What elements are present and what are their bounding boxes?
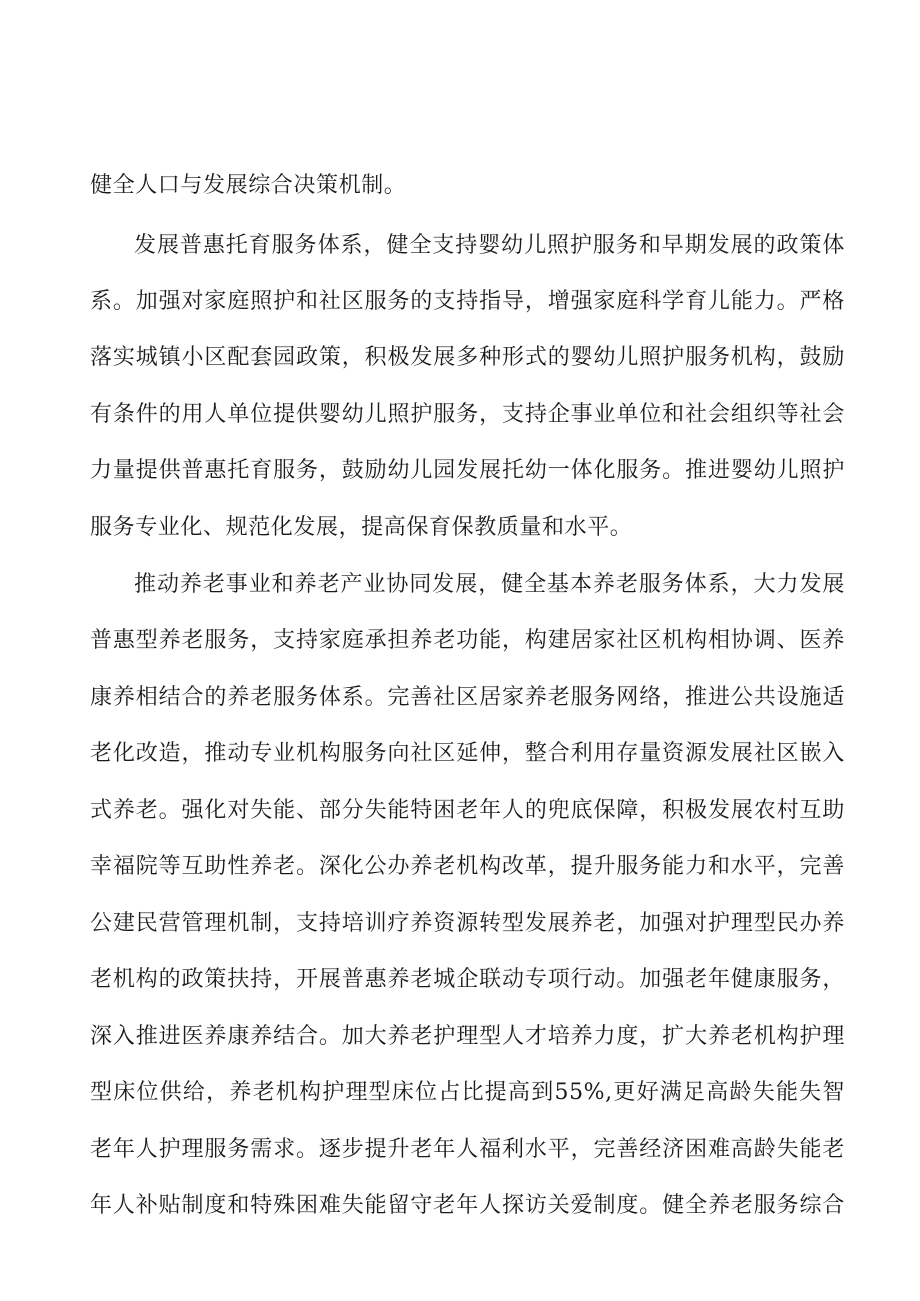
text-line: 式养老。强化对失能、部分失能特困老年人的兜底保障，积极发展农村互助 — [90, 798, 845, 823]
text-line: 力量提供普惠托育服务，鼓励幼儿园发展托幼一体化服务。推进婴幼儿照护 — [90, 458, 845, 483]
text-line: 落实城镇小区配套园政策，积极发展多种形式的婴幼儿照护服务机构，鼓励 — [90, 345, 845, 370]
paragraph-first-line: 推动养老事业和养老产业协同发展，健全基本养老服务体系，大力发展 — [134, 572, 845, 597]
text-line: 年人补贴制度和特殊困难失能留守老年人探访关爱制度。健全养老服务综合 — [90, 1193, 845, 1218]
text-line: 健全人口与发展综合决策机制。 — [90, 173, 407, 198]
paragraph-first-line: 发展普惠托育服务体系，健全支持婴幼儿照护服务和早期发展的政策体 — [134, 233, 845, 258]
text-line: 深入推进医养康养结合。加大养老护理型人才培养力度，扩大养老机构护理 — [90, 1024, 845, 1049]
text-line: 有条件的用人单位提供婴幼儿照护服务，支持企事业单位和社会组织等社会 — [90, 402, 845, 427]
text-line: 幸福院等互助性养老。深化公办养老机构改革，提升服务能力和水平，完善 — [90, 854, 845, 879]
text-line: 老机构的政策扶持，开展普惠养老城企联动专项行动。加强老年健康服务， — [90, 967, 845, 992]
text-line: 普惠型养老服务，支持家庭承担养老功能，构建居家社区机构相协调、医养 — [90, 628, 845, 653]
text-line: 型床位供给，养老机构护理型床位占比提高到55%,更好满足高龄失能失智 — [90, 1080, 845, 1105]
text-line: 老化改造，推动专业机构服务向社区延伸，整合利用存量资源发展社区嵌入 — [90, 741, 845, 766]
text-line: 系。加强对家庭照护和社区服务的支持指导，增强家庭科学育儿能力。严格 — [90, 289, 845, 314]
text-line: 老年人护理服务需求。逐步提升老年人福利水平，完善经济困难高龄失能老 — [90, 1137, 845, 1162]
text-line: 康养相结合的养老服务体系。完善社区居家养老服务网络，推进公共设施适 — [90, 685, 845, 710]
text-line: 服务专业化、规范化发展，提高保育保教质量和水平。 — [90, 515, 633, 540]
text-line: 公建民营管理机制，支持培训疗养资源转型发展养老，加强对护理型民办养 — [90, 911, 845, 936]
